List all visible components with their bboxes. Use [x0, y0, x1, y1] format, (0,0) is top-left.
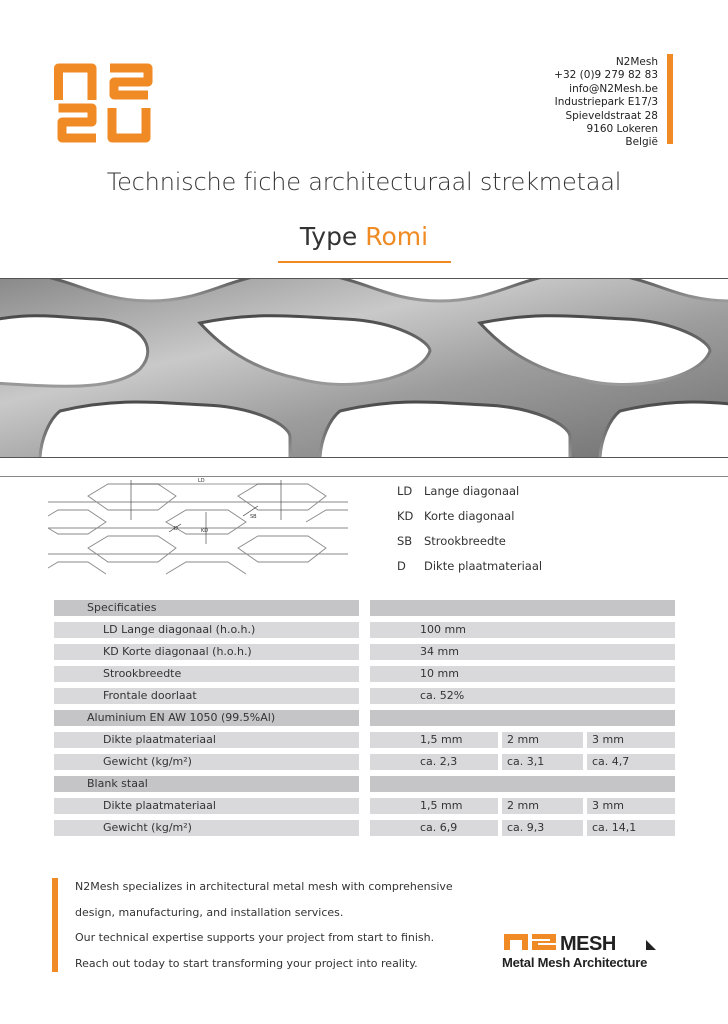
spec-value: 1,5 mm: [370, 732, 498, 748]
spec-label: Gewicht (kg/m²): [54, 754, 359, 770]
mesh-diagram: [48, 476, 348, 580]
mesh-photo: [0, 279, 728, 457]
spec-value: ca. 4,7: [587, 754, 675, 770]
company-name: N2Mesh: [615, 56, 658, 68]
spec-value: ca. 2,3: [370, 754, 498, 770]
phone-number[interactable]: +32 (0)9 279 82 83: [554, 69, 658, 82]
material-header: Blank staal: [54, 776, 359, 792]
spec-label: Dikte plaatmateriaal: [54, 732, 359, 748]
legend-label: Korte diagonaal: [424, 509, 515, 523]
brand-tagline: Metal Mesh Architecture: [502, 955, 648, 970]
spec-value: ca. 9,3: [502, 820, 583, 836]
contact-accent-bar: [667, 54, 673, 144]
footer-line: Our technical expertise supports your project from start to finish.: [75, 931, 435, 944]
spec-value: ca. 14,1: [587, 820, 675, 836]
spec-value: 10 mm: [370, 666, 675, 682]
spec-label: Dikte plaatmateriaal: [54, 798, 359, 814]
material-header-value: [370, 710, 675, 726]
spec-value: ca. 3,1: [502, 754, 583, 770]
legend-label: Lange diagonaal: [424, 484, 520, 498]
d-label: D: [174, 526, 178, 532]
legend-code: D: [397, 559, 406, 573]
legend-item: [397, 509, 542, 534]
contact-block: [554, 56, 658, 150]
address-line: 9160 Lokeren: [586, 123, 658, 136]
address-line: Industriepark E17/3: [554, 96, 658, 109]
footer-text: [75, 880, 453, 982]
sb-label: SB: [250, 514, 257, 520]
type-heading: [0, 222, 728, 251]
spec-value: 2 mm: [502, 798, 583, 814]
footer-line: Reach out today to start transforming your project into reality.: [75, 956, 418, 970]
legend-code: SB: [397, 534, 413, 548]
email-address[interactable]: info@N2Mesh.be: [569, 82, 658, 95]
n2mesh-logo: [54, 62, 154, 144]
spec-value: ca. 6,9: [370, 820, 498, 836]
kd-label: KD: [201, 528, 209, 534]
material-header-value: [370, 776, 675, 792]
legend-item: [397, 559, 542, 584]
spec-value: 2 mm: [502, 732, 583, 748]
material-header: Aluminium EN AW 1050 (99.5%Al): [54, 710, 359, 726]
spec-label: LD Lange diagonaal (h.o.h.): [54, 622, 359, 638]
legend-item: [397, 534, 542, 559]
heading-underline: [278, 261, 451, 263]
legend-code: KD: [397, 509, 414, 523]
ld-label: LD: [198, 478, 205, 484]
spec-value: 34 mm: [370, 644, 675, 660]
spec-label: Strookbreedte: [54, 666, 359, 682]
legend-code: LD: [397, 484, 413, 498]
address-line: Spieveldstraat 28: [565, 109, 658, 122]
spec-label: Gewicht (kg/m²): [54, 820, 359, 836]
footer-line: N2Mesh specializes in architectural metal mesh with comprehensive: [75, 880, 453, 893]
spec-value: 1,5 mm: [370, 798, 498, 814]
spec-value: 100 mm: [370, 622, 675, 638]
spec-header: Specificaties: [54, 600, 359, 616]
footer-accent-bar: [52, 878, 58, 972]
page-title: Technische fiche architecturaal strekmetaal: [106, 168, 622, 196]
footer-line: design, manufacturing, and installation services.: [75, 905, 344, 919]
legend-label: Strookbreedte: [424, 534, 506, 548]
type-name: Romi: [365, 222, 429, 251]
dimension-legend: [397, 484, 542, 584]
type-prefix: Type: [299, 222, 366, 251]
spec-value: 3 mm: [587, 798, 675, 814]
legend-item: [397, 484, 542, 509]
legend-label: Dikte plaatmateriaal: [424, 559, 543, 573]
spec-label: Frontale doorlaat: [54, 688, 359, 704]
spec-value: ca. 52%: [370, 688, 675, 704]
spec-header-value: [370, 600, 675, 616]
svg-text:MESH: MESH: [560, 933, 616, 955]
spec-value: 3 mm: [587, 732, 675, 748]
address-country: België: [625, 136, 658, 149]
spec-label: KD Korte diagonaal (h.o.h.): [54, 644, 359, 660]
divider: [0, 457, 728, 458]
